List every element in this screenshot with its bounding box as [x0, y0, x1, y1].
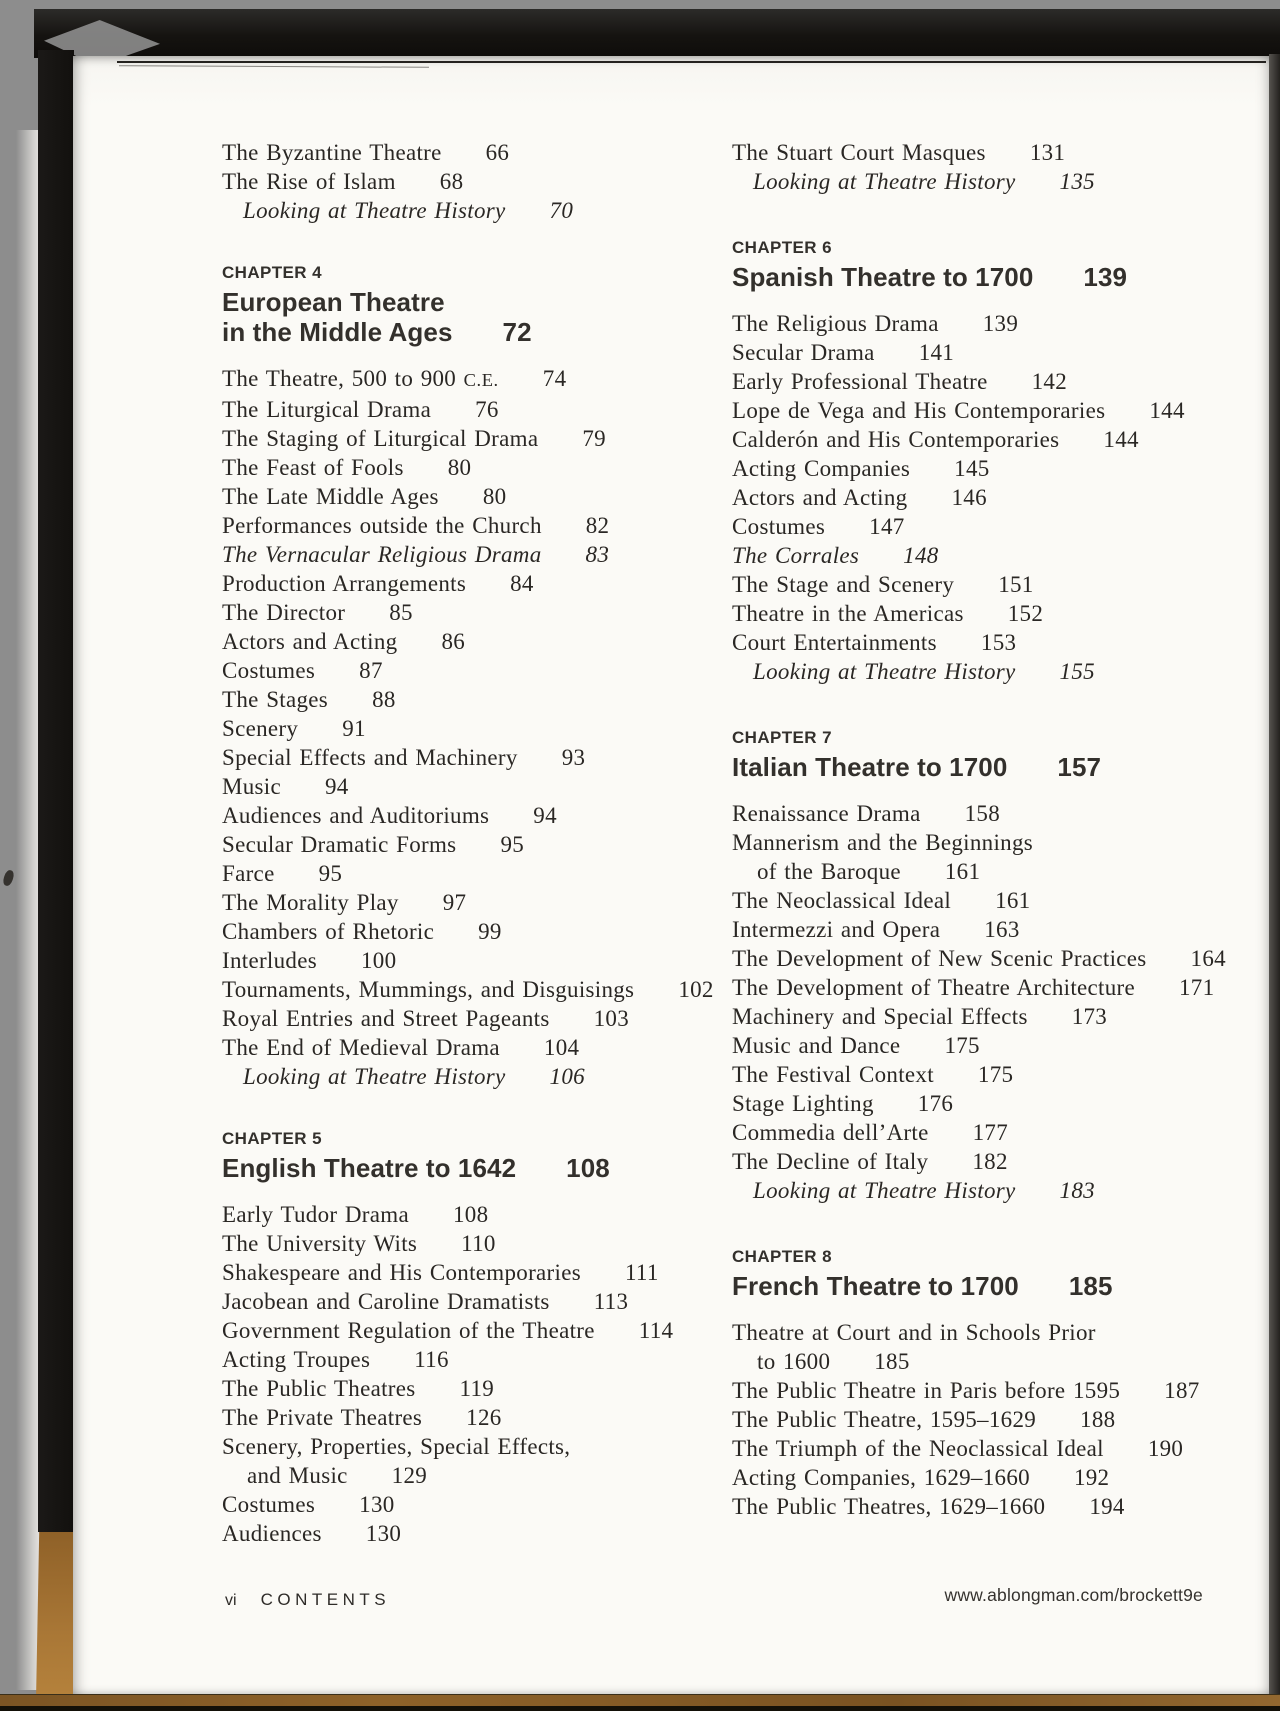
- chapter-page-number: 185: [1068, 1271, 1113, 1301]
- toc-entry-page-number: 146: [951, 485, 987, 510]
- toc-entry-title: Interludes: [222, 948, 317, 973]
- toc-entry-page-number: 164: [1190, 946, 1226, 971]
- toc-entry: [222, 830, 714, 859]
- folio-page-number: vi: [225, 1592, 237, 1609]
- toc-entry-page-number: 175: [944, 1033, 980, 1058]
- toc-entry-page-number: 103: [593, 1006, 630, 1031]
- toc-column-right: [732, 138, 1226, 1521]
- page-edge-line: [117, 61, 1266, 63]
- toc-entry-title: The Theatre, 500 to 900 C.E.: [222, 366, 499, 391]
- chapter-title-line: European Theatre: [222, 287, 445, 317]
- toc-entry-page-number: 80: [482, 484, 507, 509]
- toc-entry-title: Audiences: [222, 1521, 322, 1546]
- toc-entry-title: The Public Theatres: [222, 1376, 416, 1401]
- toc-entry-title: The End of Medieval Drama: [222, 1035, 500, 1060]
- toc-entry-page-number: 185: [874, 1349, 910, 1374]
- page-block-edge: [16, 130, 40, 1690]
- chapter-title-line: English Theatre to 1642 108: [222, 1153, 610, 1183]
- toc-entry-page-number: 131: [1029, 140, 1066, 165]
- toc-entry: [732, 541, 1226, 570]
- toc-entry-title: The Religious Drama: [732, 311, 939, 336]
- toc-entry-title: Court Entertainments: [732, 630, 937, 655]
- toc-entry-title: Lope de Vega and His Contemporaries: [732, 398, 1106, 423]
- toc-entry-title: Acting Troupes: [222, 1347, 371, 1372]
- toc-entry-title: The Corrales: [732, 543, 860, 568]
- chapter-label: CHAPTER 6: [732, 238, 832, 257]
- toc-entry: [222, 656, 714, 685]
- toc-entry-title: The Public Theatre, 1595–1629: [732, 1407, 1037, 1432]
- toc-entry-title: The Director: [222, 600, 346, 625]
- toc-entry: [222, 1287, 714, 1316]
- chapter-page-number: 72: [502, 317, 532, 347]
- toc-entry: [732, 483, 1226, 512]
- toc-entry: [732, 599, 1226, 628]
- chapter-label: CHAPTER 4: [222, 263, 322, 282]
- toc-entry: [222, 1403, 714, 1432]
- toc-entry: [222, 1200, 714, 1229]
- toc-entry-title: The Development of Theatre Architecture: [732, 975, 1135, 1000]
- toc-entry-page-number: 102: [678, 977, 714, 1002]
- toc-entry-page-number: 176: [917, 1091, 954, 1116]
- scan-bottom-edge: [0, 1706, 1280, 1711]
- toc-entry-page-number: 111: [624, 1260, 659, 1285]
- toc-entry: [732, 944, 1226, 973]
- toc-entry-page-number: 177: [972, 1120, 1008, 1145]
- toc-entry-title: Costumes: [222, 1492, 316, 1517]
- toc-entry-page-number: 130: [359, 1492, 395, 1517]
- chapter-heading: [732, 236, 1226, 292]
- toc-entry-title: The Byzantine Theatre: [222, 140, 442, 165]
- chapter-title: [732, 752, 1226, 782]
- toc-entry-page-number: 84: [510, 571, 534, 596]
- toc-entry-title: The Vernacular Religious Drama: [222, 542, 542, 567]
- toc-entry-page-number: 161: [944, 859, 981, 884]
- toc-entry-continuation: [732, 1347, 1226, 1376]
- toc-entry-page-number: 83: [585, 542, 610, 567]
- toc-entry-page-number: 173: [1071, 1004, 1108, 1029]
- toc-entry-page-number: 113: [593, 1289, 629, 1314]
- toc-entry-page-number: 114: [638, 1318, 674, 1343]
- toc-entry-title: The Morality Play: [222, 890, 399, 915]
- chapter-title: [732, 1271, 1226, 1301]
- contents-running-head: CONTENTS: [260, 1590, 391, 1609]
- toc-entry-page-number: 91: [342, 716, 366, 741]
- toc-entry-page-number: 163: [984, 917, 1020, 942]
- toc-entry-page-number: 152: [1007, 601, 1044, 626]
- chapter-heading: [732, 1245, 1226, 1301]
- toc-entry-title: Costumes: [222, 658, 316, 683]
- toc-entry-page-number: 104: [543, 1035, 580, 1060]
- chapter-heading: [732, 726, 1226, 782]
- small-caps-era: C.E.: [463, 370, 499, 390]
- toc-entry-page-number: 82: [585, 513, 610, 538]
- toc-entry-page-number: 79: [582, 426, 606, 451]
- chapter-label: CHAPTER 8: [732, 1247, 832, 1266]
- toc-entry-title: Machinery and Special Effects: [732, 1004, 1028, 1029]
- toc-entry: [732, 1376, 1226, 1405]
- chapter-title: [732, 262, 1226, 292]
- toc-entry-title: The Late Middle Ages: [222, 484, 439, 509]
- toc-entry-page-number: 171: [1179, 975, 1215, 1000]
- toc-entry: [732, 1002, 1226, 1031]
- toc-entry-group: [732, 1318, 1226, 1521]
- toc-entry: [732, 1434, 1226, 1463]
- toc-entry: [732, 886, 1226, 915]
- toc-entry: [222, 1374, 714, 1403]
- chapter-page-number: 139: [1083, 262, 1128, 292]
- book-cover-edge-left: [38, 50, 74, 1532]
- toc-entry: [222, 1033, 714, 1062]
- toc-entry-title: The Stuart Court Masques: [732, 140, 986, 165]
- toc-entry-group: [222, 364, 714, 1091]
- toc-entry-title: of the Baroque: [757, 859, 901, 884]
- toc-entry-title: Early Professional Theatre: [732, 369, 988, 394]
- toc-entry-page-number: 93: [561, 745, 586, 770]
- toc-entry-page-number: 161: [995, 888, 1031, 913]
- toc-entry-page-number: 95: [318, 861, 343, 886]
- toc-entry-page-number: 97: [442, 890, 467, 915]
- toc-entry-title: Shakespeare and His Contemporaries: [222, 1260, 581, 1285]
- toc-entry: [222, 1004, 714, 1033]
- toc-entry-page-number: 151: [998, 572, 1034, 597]
- toc-entry: [222, 598, 714, 627]
- toc-entry-title: Intermezzi and Opera: [732, 917, 941, 942]
- toc-entry: [222, 167, 714, 196]
- toc-entry-group: [732, 138, 1226, 196]
- toc-entry-page-number: 144: [1149, 398, 1185, 423]
- toc-entry-page-number: 187: [1164, 1378, 1200, 1403]
- toc-entry: [732, 1318, 1226, 1376]
- toc-entry-title: Special Effects and Machinery: [222, 745, 518, 770]
- toc-entry-title: The Triumph of the Neoclassical Ideal: [732, 1436, 1104, 1461]
- toc-entry-page-number: 95: [500, 832, 525, 857]
- toc-entry: [222, 1062, 714, 1091]
- toc-entry-page-number: 135: [1059, 169, 1095, 194]
- toc-entry-title: The Private Theatres: [222, 1405, 423, 1430]
- footer-left: [225, 1590, 390, 1611]
- toc-entry-title: Theatre in the Americas: [732, 601, 964, 626]
- toc-entry-page-number: 94: [533, 803, 557, 828]
- toc-entry-page-number: 144: [1103, 427, 1139, 452]
- toc-entry-page-number: 100: [360, 948, 397, 973]
- toc-entry-page-number: 192: [1073, 1465, 1110, 1490]
- toc-entry-title: Calderón and His Contemporaries: [732, 427, 1060, 452]
- toc-entry-title: Music: [222, 774, 281, 799]
- toc-entry-title: Chambers of Rhetoric: [222, 919, 435, 944]
- toc-entry-page-number: 66: [485, 140, 510, 165]
- toc-entry-page-number: 110: [461, 1231, 496, 1256]
- toc-entry-page-number: 155: [1059, 659, 1095, 684]
- toc-entry-title: The Stages: [222, 687, 329, 712]
- toc-entry-page-number: 175: [977, 1062, 1014, 1087]
- toc-entry-title: The Public Theatre in Paris before 1595: [732, 1378, 1121, 1403]
- toc-column-left: [222, 138, 714, 1548]
- toc-entry: [732, 138, 1226, 167]
- toc-entry-title: The Feast of Fools: [222, 455, 404, 480]
- toc-entry-page-number: 147: [869, 514, 905, 539]
- toc-entry-page-number: 145: [954, 456, 990, 481]
- scan-right-edge-shadow: [1269, 54, 1280, 1700]
- toc-entry-title: Jacobean and Caroline Dramatists: [222, 1289, 550, 1314]
- toc-entry: [732, 1405, 1226, 1434]
- toc-entry: [222, 917, 714, 946]
- toc-entry: [732, 1463, 1226, 1492]
- page-edge-line-secondary: [119, 65, 429, 68]
- toc-entry: [732, 628, 1226, 657]
- toc-entry: [222, 859, 714, 888]
- toc-entry: [732, 1492, 1226, 1521]
- toc-entry-page-number: 80: [447, 455, 472, 480]
- toc-entry: [222, 364, 714, 395]
- toc-entry: [222, 1490, 714, 1519]
- toc-entry: [222, 511, 714, 540]
- chapter-title: [222, 1153, 714, 1183]
- contents-page: [73, 56, 1269, 1694]
- toc-entry: [222, 138, 714, 167]
- chapter-title-line: Italian Theatre to 1700 157: [732, 752, 1102, 782]
- toc-entry: [222, 743, 714, 772]
- toc-entry-page-number: 108: [452, 1202, 489, 1227]
- toc-entry-page-number: 194: [1089, 1494, 1125, 1519]
- toc-entry-title: Looking at Theatre History: [243, 198, 506, 223]
- toc-entry-page-number: 139: [982, 311, 1019, 336]
- toc-entry-title: Early Tudor Drama: [222, 1202, 409, 1227]
- toc-entry-page-number: 190: [1147, 1436, 1184, 1461]
- toc-entry-title: Scenery: [222, 716, 299, 741]
- toc-entry-page-number: 126: [466, 1405, 502, 1430]
- chapter-title-line: in the Middle Ages 72: [222, 317, 532, 347]
- kraft-spine-strip-left: [36, 1532, 76, 1700]
- toc-entry: [732, 167, 1226, 196]
- toc-entry-group: [732, 799, 1226, 1205]
- toc-entry: [732, 1176, 1226, 1205]
- toc-entry: [222, 946, 714, 975]
- toc-entry-title: Actors and Acting: [732, 485, 908, 510]
- toc-entry-title: Royal Entries and Street Pageants: [222, 1006, 550, 1031]
- toc-entry-title: Costumes: [732, 514, 826, 539]
- toc-entry: [732, 657, 1226, 686]
- toc-entry: [222, 1519, 714, 1548]
- toc-entry-title: Looking at Theatre History: [753, 169, 1016, 194]
- kraft-strip-bottom: [0, 1694, 1280, 1706]
- toc-entry-title: Scenery, Properties, Special Effects,: [222, 1434, 571, 1459]
- toc-entry-title: to 1600: [757, 1349, 831, 1374]
- toc-entry-title: The Neoclassical Ideal: [732, 888, 952, 913]
- toc-entry: [732, 828, 1226, 886]
- companion-website-url: www.ablongman.com/brockett9e: [944, 1585, 1203, 1605]
- toc-entry: [222, 1316, 714, 1345]
- toc-entry: [732, 1031, 1226, 1060]
- toc-entry-page-number: 141: [918, 340, 955, 365]
- toc-entry-page-number: 88: [372, 687, 396, 712]
- toc-entry: [732, 1118, 1226, 1147]
- toc-entry-page-number: 142: [1031, 369, 1068, 394]
- toc-entry-title: Actors and Acting: [222, 629, 398, 654]
- toc-entry: [732, 1147, 1226, 1176]
- toc-entry-title: and Music: [247, 1463, 348, 1488]
- toc-entry-title: The Liturgical Drama: [222, 397, 432, 422]
- toc-entry-page-number: 68: [439, 169, 464, 194]
- toc-entry: [222, 975, 714, 1004]
- toc-entry-title: Acting Companies, 1629–1660: [732, 1465, 1030, 1490]
- toc-entry-title: Production Arrangements: [222, 571, 467, 596]
- toc-entry: [732, 973, 1226, 1002]
- toc-entry: [222, 1345, 714, 1374]
- toc-entry: [732, 915, 1226, 944]
- toc-entry-title: Looking at Theatre History: [753, 1178, 1016, 1203]
- toc-entry-title: Farce: [222, 861, 275, 886]
- toc-entry-title: Looking at Theatre History: [753, 659, 1016, 684]
- chapter-label: CHAPTER 5: [222, 1129, 322, 1148]
- toc-entry-page-number: 74: [542, 366, 567, 391]
- toc-entry-title: Commedia dell’Arte: [732, 1120, 929, 1145]
- toc-entry-title: Audiences and Auditoriums: [222, 803, 490, 828]
- toc-entry: [222, 569, 714, 598]
- toc-entry: [222, 482, 714, 511]
- toc-entry: [732, 1089, 1226, 1118]
- toc-entry-title: The Decline of Italy: [732, 1149, 929, 1174]
- toc-entry-title: The Stage and Scenery: [732, 572, 955, 597]
- toc-entry-title: Performances outside the Church: [222, 513, 542, 538]
- toc-entry-page-number: 70: [549, 198, 574, 223]
- toc-entry-page-number: 188: [1080, 1407, 1116, 1432]
- toc-entry-page-number: 76: [475, 397, 499, 422]
- toc-entry-page-number: 119: [459, 1376, 495, 1401]
- toc-entry-page-number: 158: [964, 801, 1001, 826]
- toc-entry: [222, 888, 714, 917]
- toc-entry-title: Mannerism and the Beginnings: [732, 830, 1033, 855]
- toc-entry-title: Tournaments, Mummings, and Disguisings: [222, 977, 635, 1002]
- toc-entry: [222, 627, 714, 656]
- toc-entry: [732, 396, 1226, 425]
- toc-entry: [222, 1229, 714, 1258]
- toc-entry: [222, 424, 714, 453]
- toc-entry-page-number: 148: [903, 543, 939, 568]
- toc-entry: [732, 454, 1226, 483]
- chapter-title: [222, 287, 714, 347]
- toc-entry: [222, 1258, 714, 1287]
- chapter-title-line: French Theatre to 1700 185: [732, 1271, 1113, 1301]
- chapter-heading: [222, 1127, 714, 1183]
- toc-entry-page-number: 86: [441, 629, 466, 654]
- scan-speck: [2, 869, 16, 887]
- toc-entry-page-number: 94: [325, 774, 349, 799]
- chapter-page-number: 157: [1057, 752, 1102, 782]
- chapter-label: CHAPTER 7: [732, 728, 832, 747]
- toc-entry-title: Stage Lighting: [732, 1091, 874, 1116]
- toc-entry-title: The Staging of Liturgical Drama: [222, 426, 539, 451]
- toc-entry-title: Government Regulation of the Theatre: [222, 1318, 595, 1343]
- toc-entry-page-number: 87: [359, 658, 383, 683]
- toc-entry-title: The Rise of Islam: [222, 169, 396, 194]
- toc-entry-title: Theatre at Court and in Schools Prior: [732, 1320, 1096, 1345]
- toc-entry: [732, 570, 1226, 599]
- toc-entry: [732, 1060, 1226, 1089]
- toc-entry: [732, 512, 1226, 541]
- toc-entry: [732, 425, 1226, 454]
- toc-entry-continuation: [732, 857, 1226, 886]
- chapter-title-line: Spanish Theatre to 1700 139: [732, 262, 1128, 292]
- toc-entry-page-number: 106: [549, 1064, 585, 1089]
- chapter-page-number: 108: [566, 1153, 610, 1183]
- toc-entry-page-number: 85: [389, 600, 413, 625]
- toc-entry: [732, 338, 1226, 367]
- toc-entry-page-number: 183: [1059, 1178, 1095, 1203]
- toc-entry-title: Secular Dramatic Forms: [222, 832, 457, 857]
- toc-entry: [222, 196, 714, 225]
- toc-entry-title: The Festival Context: [732, 1062, 934, 1087]
- book-cover-edge-top: [34, 9, 1280, 58]
- toc-entry-title: Acting Companies: [732, 456, 911, 481]
- toc-entry: [732, 367, 1226, 396]
- toc-entry-title: The Public Theatres, 1629–1660: [732, 1494, 1046, 1519]
- toc-entry-page-number: 129: [391, 1463, 428, 1488]
- toc-entry: [222, 453, 714, 482]
- toc-entry: [222, 1432, 714, 1490]
- toc-entry: [222, 685, 714, 714]
- toc-entry-title: Music and Dance: [732, 1033, 901, 1058]
- toc-entry-page-number: 130: [365, 1521, 402, 1546]
- toc-entry-title: Looking at Theatre History: [243, 1064, 506, 1089]
- toc-entry-group: [222, 138, 714, 225]
- toc-entry-page-number: 116: [414, 1347, 449, 1372]
- toc-entry-group: [222, 1200, 714, 1548]
- toc-entry: [222, 395, 714, 424]
- toc-entry-page-number: 153: [980, 630, 1017, 655]
- toc-entry-page-number: 182: [972, 1149, 1008, 1174]
- chapter-heading: [222, 261, 714, 347]
- toc-entry: [222, 801, 714, 830]
- toc-entry-continuation: [222, 1461, 714, 1490]
- toc-entry-group: [732, 309, 1226, 686]
- toc-entry-title: Secular Drama: [732, 340, 875, 365]
- toc-entry: [222, 772, 714, 801]
- toc-entry-title: Renaissance Drama: [732, 801, 921, 826]
- toc-entry-title: The Development of New Scenic Practices: [732, 946, 1147, 971]
- toc-entry: [732, 799, 1226, 828]
- toc-entry: [732, 309, 1226, 338]
- toc-entry: [222, 714, 714, 743]
- toc-entry-page-number: 99: [478, 919, 502, 944]
- toc-entry: [222, 540, 714, 569]
- toc-entry-title: The University Wits: [222, 1231, 418, 1256]
